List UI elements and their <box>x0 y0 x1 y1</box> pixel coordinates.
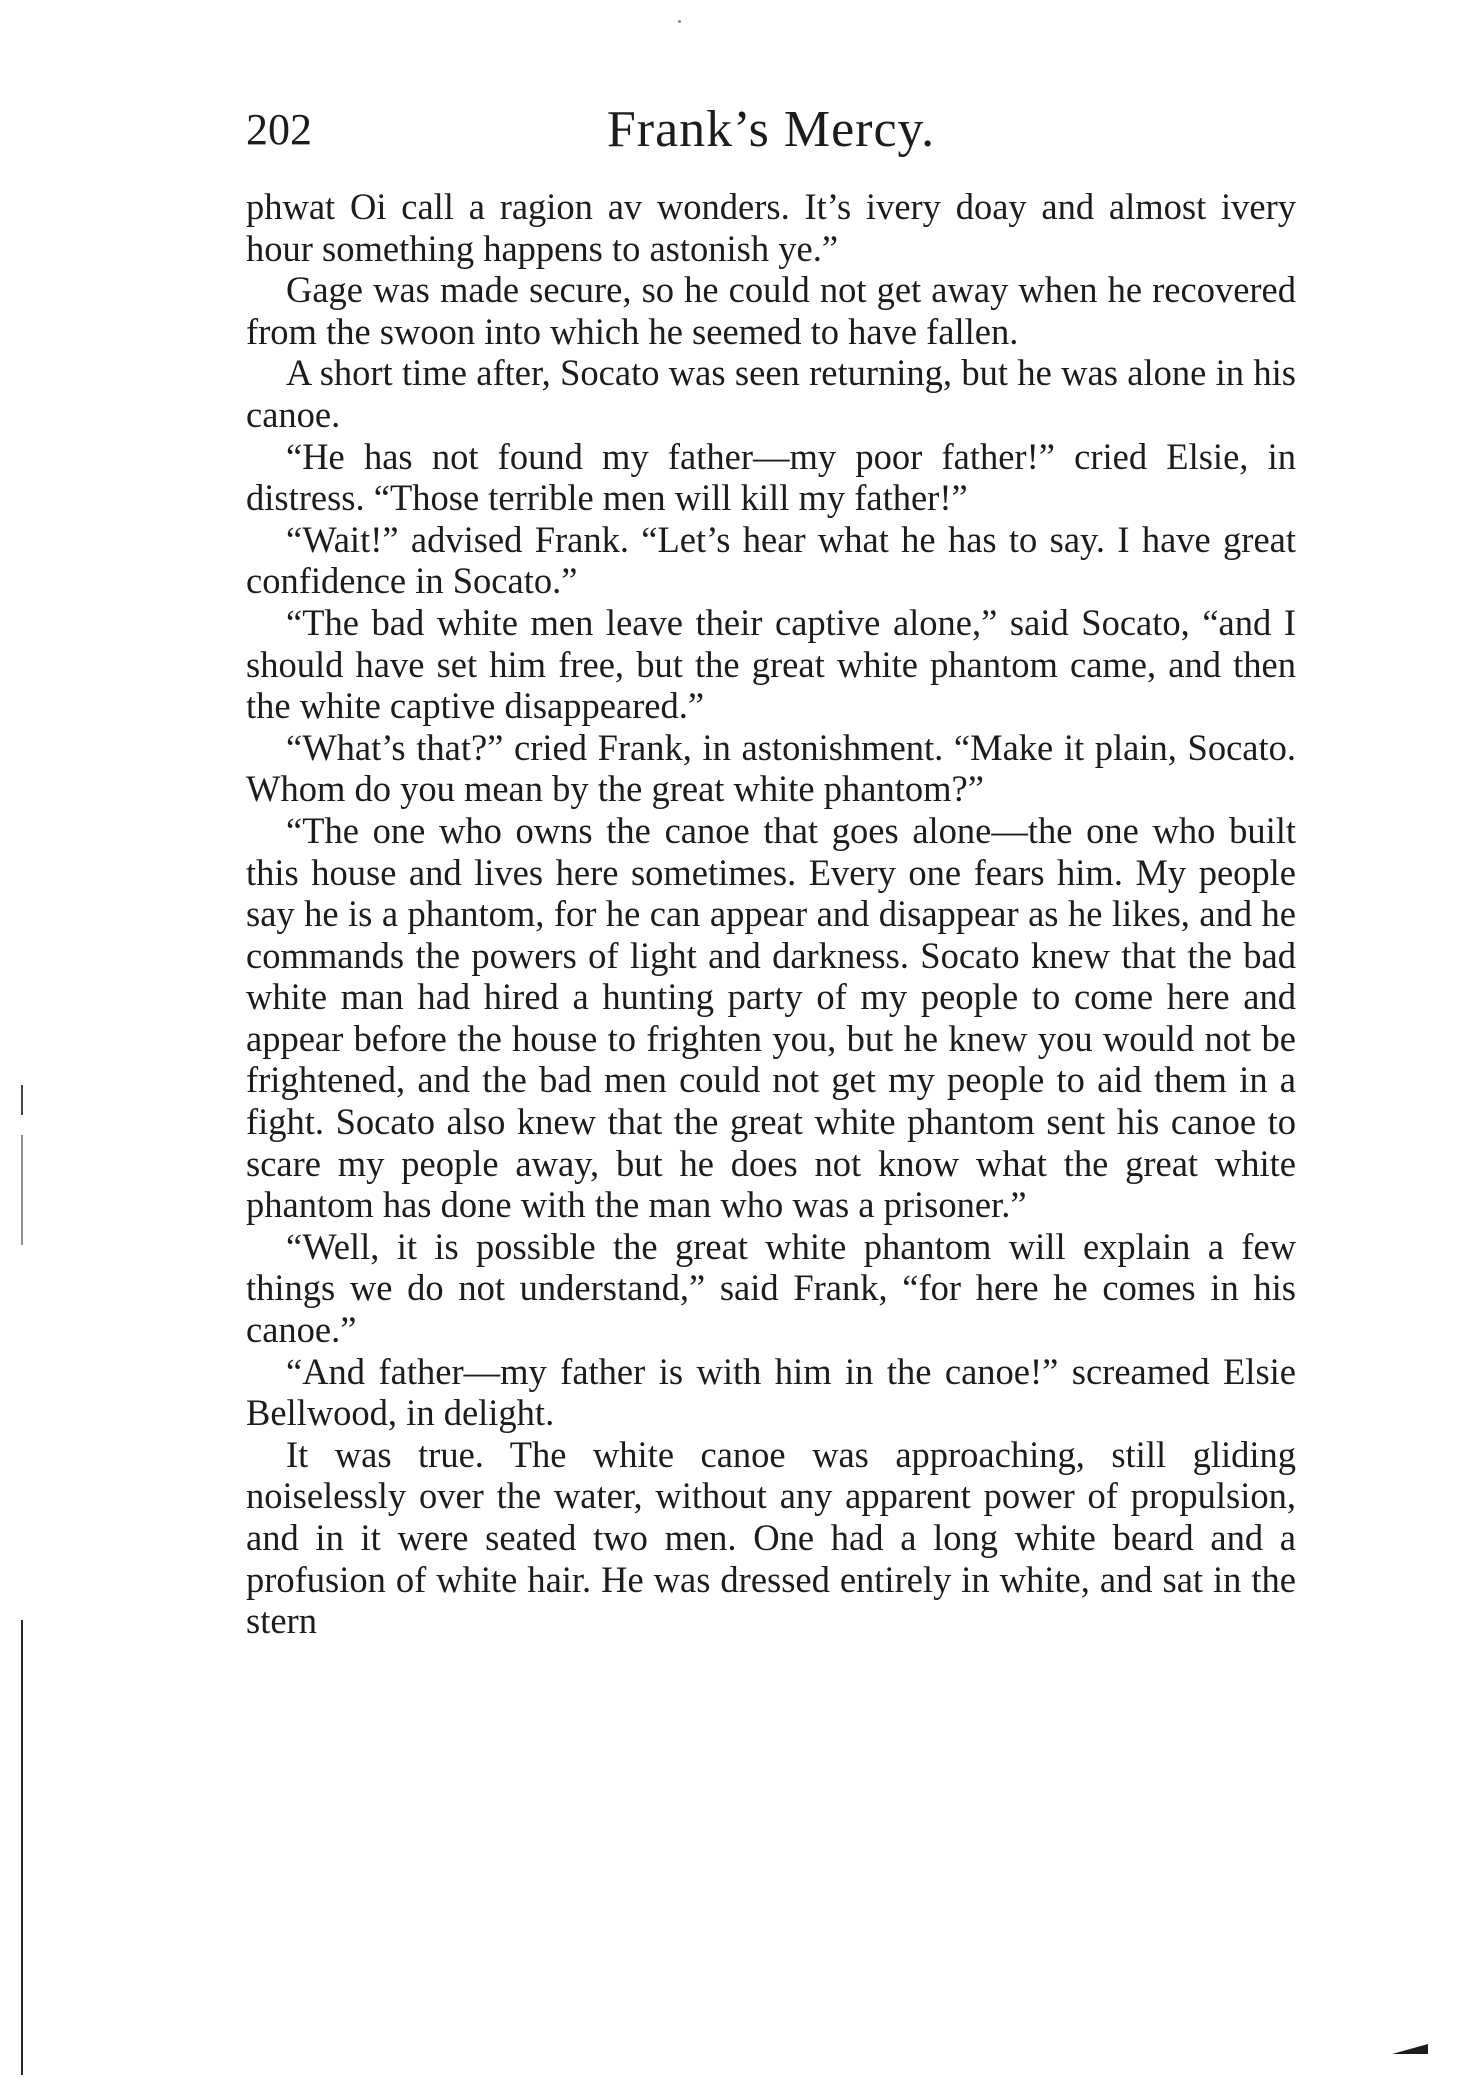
paragraph: “Wait!” advised Frank. “Let’s hear what he has to say. I have great confidence in Socato.” <box>246 518 1296 602</box>
paragraph: It was true. The white canoe was approaching, still gliding noiselessly over the water, without any apparent power of propulsion, and in it were seated two men. One had a long white beard and a profusion of white hair. He was dressed entirely in white, and sat in the stern <box>246 1433 1296 1642</box>
page-number: 202 <box>246 105 312 154</box>
margin-scan-line <box>21 1620 23 2075</box>
page-header <box>246 100 1296 160</box>
paragraph: A short time after, Socato was seen returning, but he was alone in his canoe. <box>246 352 1296 435</box>
margin-scan-mark <box>21 1085 23 1115</box>
paragraph: “The one who owns the canoe that goes alone—the one who built this house and lives here sometimes. Every one fears him. My people say he is a phantom, for he can appear and disappear as he likes, and he commands the powers of light and darkness. Socato knew that the bad white man had hired a hunting party of my people to come here and appear before the house to frighten you, but he knew you would not be frightened, and the bad men could not get my people to aid them in a fight. Socato also knew that the great white phantom sent his canoe to scare my people away, but he does not know what the great white phantom has done with the man who was a prisoner.” <box>246 809 1296 1226</box>
paragraph: “Well, it is possible the great white phantom will explain a few things we do not understand,” said Frank, “for here he comes in his canoe.” <box>246 1225 1296 1351</box>
paragraph-continuation: phwat Oi call a ragion av wonders. It’s ivery doay and almost ivery hour something happens to astonish ye.” <box>246 186 1296 269</box>
running-title: Frank’s Mercy. <box>606 101 936 158</box>
page-speck <box>678 20 681 23</box>
paragraph: Gage was made secure, so he could not get away when he recovered from the swoon into which he seemed to have fallen. <box>246 269 1296 352</box>
paragraph: “The bad white men leave their captive alone,” said Socato, “and I should have set him free, but the great white phantom came, and then the white captive disappeared.” <box>246 601 1296 727</box>
paragraph: “What’s that?” cried Frank, in astonishment. “Make it plain, Socato. Whom do you mean by the great white phantom?” <box>246 726 1296 810</box>
corner-scan-mark <box>1392 2044 1428 2054</box>
body-text <box>246 186 1296 1642</box>
margin-scan-mark <box>21 1135 23 1245</box>
paragraph: “And father—my father is with him in the canoe!” screamed Elsie Bellwood, in delight. <box>246 1350 1296 1434</box>
paragraph: “He has not found my father—my poor father!” cried Elsie, in distress. “Those terrible men will kill my father!” <box>246 435 1296 519</box>
